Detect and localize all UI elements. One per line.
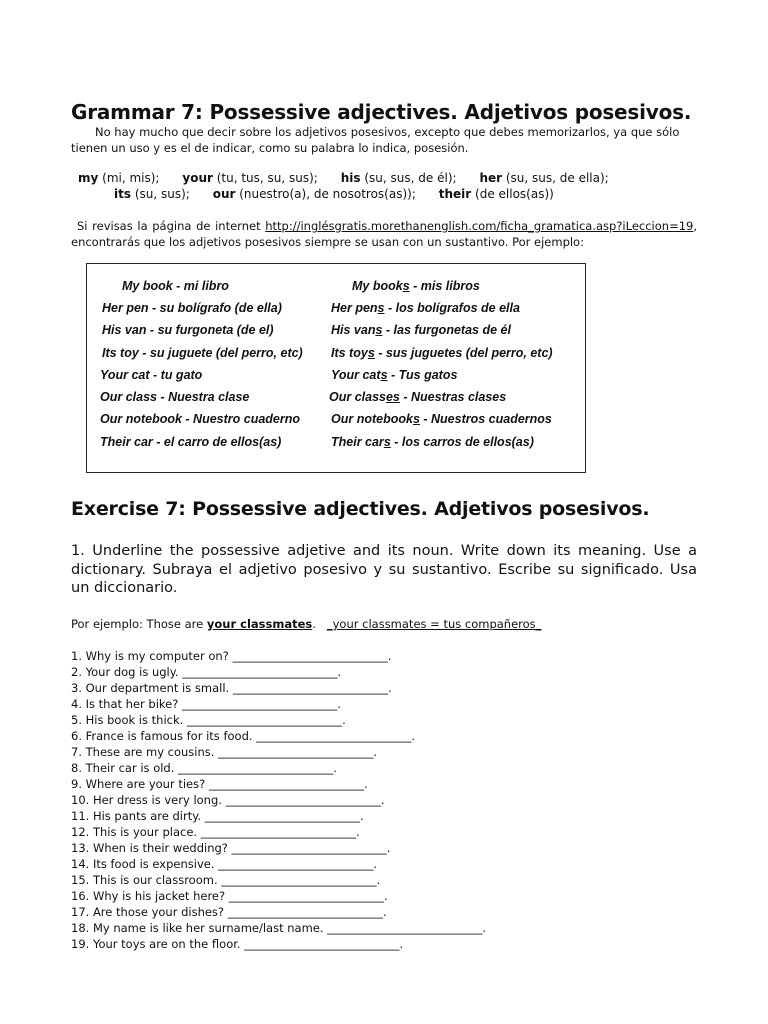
plural-meaning: - Nuestros cuadernos [419, 412, 552, 426]
exercise-item: 2. Your dog is ugly. ___________________________. [71, 665, 342, 679]
example-singular: His van - su furgoneta (de el) [102, 323, 274, 337]
plural-stem: Her pen [331, 301, 378, 315]
plural-stem: Our notebook [331, 412, 413, 426]
exercise-items [71, 648, 486, 952]
web-text-after: , encontrarás que los adjetivos posesivos siempre se usan con un sustantivo. Por ejemplo: [71, 219, 697, 249]
plural-meaning: - los carros de ellos(as) [390, 435, 534, 449]
possessive-meaning: (mi, mis); [98, 171, 160, 185]
exercise-item: 15. This is our classroom. ___________________________. [71, 873, 381, 887]
example-plural [331, 368, 457, 382]
example-period: . [312, 617, 316, 631]
grammar-web-link[interactable]: http://inglésgratis.morethanenglish.com/ficha_gramatica.asp?iLeccion=19 [265, 219, 694, 233]
possessive-word: his [340, 171, 361, 185]
plural-stem: Our class [329, 390, 386, 404]
exercise-item: 17. Are those your dishes? ___________________________. [71, 905, 387, 919]
example-singular: Its toy - su juguete (del perro, etc) [102, 346, 303, 360]
example-singular: Their car - el carro de ellos(as) [100, 435, 282, 449]
exercise-item: 16. Why is his jacket here? ___________________________. [71, 889, 388, 903]
plural-meaning: - Nuestras clases [399, 390, 507, 404]
example-plural [331, 346, 553, 360]
plural-meaning: - Tus gatos [387, 368, 458, 382]
exercise-item: 11. His pants are dirty. ___________________________. [71, 809, 364, 823]
exercise-item: 14. Its food is expensive. ___________________________. [71, 857, 378, 871]
exercise-item: 3. Our department is small. ___________________________. [71, 681, 392, 695]
grammar-intro: No hay mucho que decir sobre los adjetivos posesivos, excepto que debes memorizarlos, ya que sólo tienen un uso y es el de indicar, como su palabra lo indica, posesión. [71, 125, 680, 155]
plural-suffix: s [367, 346, 375, 360]
plural-stem: Your cat [331, 368, 381, 382]
plural-suffix: s [402, 279, 410, 293]
plural-meaning: - los bolígrafos de ella [384, 301, 520, 315]
web-text-before: Si revisas la página de internet [77, 219, 266, 233]
plural-suffix: s [377, 301, 385, 315]
plural-suffix: es [385, 390, 400, 404]
example-plural [331, 301, 520, 315]
exercise-item: 9. Where are your ties? ___________________________. [71, 777, 368, 791]
possessive-meaning: (de ellos(as)) [471, 187, 554, 201]
possessives-line-2 [114, 187, 554, 201]
plural-meaning: - mis libros [409, 279, 480, 293]
exercise-item: 5. His book is thick. ___________________________. [71, 713, 346, 727]
possessive-meaning: (su, sus, de ella); [502, 171, 609, 185]
plural-suffix: s [383, 435, 391, 449]
example-plural [331, 435, 534, 449]
web-reference-paragraph [71, 218, 697, 250]
example-bold: your classmates [206, 617, 313, 631]
possessive-word: their [438, 187, 472, 201]
plural-meaning: - las furgonetas de él [382, 323, 511, 337]
example-singular: Your cat - tu gato [100, 368, 203, 382]
plural-suffix: s [375, 323, 383, 337]
example-answer: _your classmates = tus compañeros_ [326, 617, 542, 631]
example-singular: My book - mi libro [122, 279, 229, 293]
exercise-item: 8. Their car is old. ___________________________. [71, 761, 337, 775]
plural-stem: Its toy [331, 346, 368, 360]
example-singular: Her pen - su bolígrafo (de ella) [102, 301, 282, 315]
exercise-item: 13. When is their wedding? ___________________________. [71, 841, 391, 855]
example-singular: Our notebook - Nuestro cuaderno [100, 412, 301, 426]
possessive-word: its [114, 187, 131, 201]
plural-meaning: - sus juguetes (del perro, etc) [374, 346, 553, 360]
possessive-word: her [479, 171, 503, 185]
exercise-item: 19. Your toys are on the floor. ___________________________. [71, 937, 404, 951]
plural-suffix: s [380, 368, 388, 382]
exercise-item: 12. This is your place. ___________________________. [71, 825, 360, 839]
example-singular: Our class - Nuestra clase [100, 390, 250, 404]
exercise-instruction: 1. Underline the possessive adjetive and its noun. Write down its meaning. Use a dictionary. Subraya el adjetivo posesivo y su sustantivo. Escribe su significado. Usa un diccionario. [71, 543, 697, 596]
possessive-meaning: (tu, tus, su, sus); [212, 171, 318, 185]
plural-stem: My book [352, 279, 403, 293]
example-plural [331, 323, 511, 337]
possessive-meaning: (su, sus, de él); [360, 171, 457, 185]
exercise-item: 1. Why is my computer on? ___________________________. [71, 649, 392, 663]
plural-stem: Their car [331, 435, 384, 449]
possessive-meaning: (su, sus); [131, 187, 190, 201]
example-label: Por ejemplo: Those are [71, 617, 207, 631]
example-plural [329, 390, 506, 404]
exercise-example [71, 617, 541, 631]
possessive-word: your [182, 171, 213, 185]
example-plural [352, 279, 480, 293]
grammar-title: Grammar 7: Possessive adjectives. Adjetivos posesivos. [71, 100, 692, 124]
possessive-meaning: (nuestro(a), de nosotros(as)); [235, 187, 416, 201]
plural-stem: His van [331, 323, 376, 337]
exercise-item: 7. These are my cousins. ___________________________. [71, 745, 377, 759]
exercise-item: 4. Is that her bike? ___________________________. [71, 697, 341, 711]
possessive-word: my [78, 171, 99, 185]
exercise-item: 6. France is famous for its food. ___________________________. [71, 729, 416, 743]
example-plural [331, 412, 552, 426]
exercise-title: Exercise 7: Possessive adjectives. Adjetivos posesivos. [71, 498, 650, 520]
possessives-line-1 [78, 171, 609, 185]
exercise-item: 18. My name is like her surname/last name. ___________________________. [71, 921, 487, 935]
plural-suffix: s [412, 412, 420, 426]
possessive-word: our [212, 187, 236, 201]
exercise-item: 10. Her dress is very long. ___________________________. [71, 793, 385, 807]
